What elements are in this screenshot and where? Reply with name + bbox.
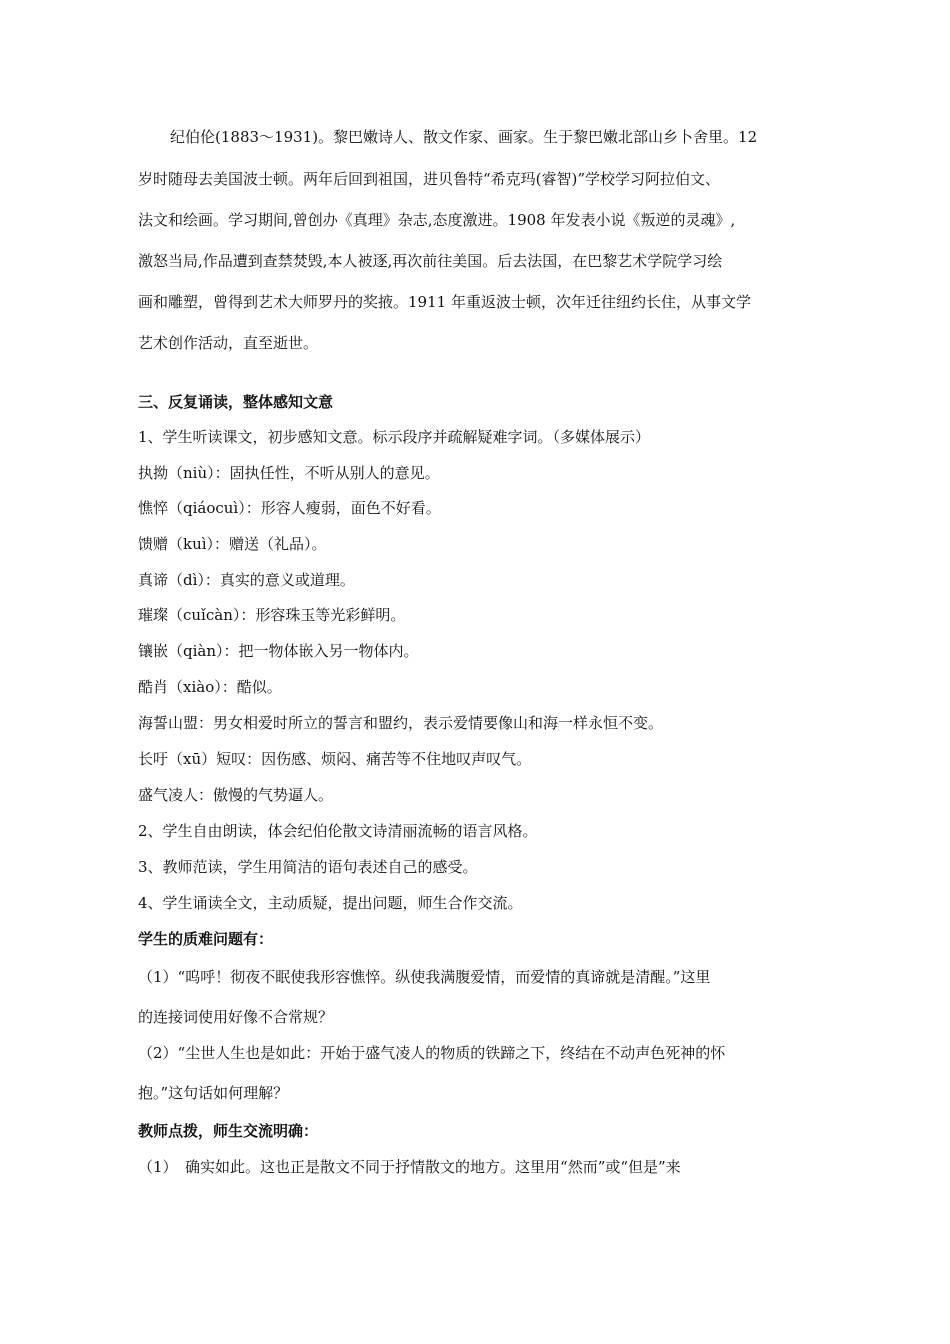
- vocab-item: 执拗（niù）：固执任性，不听从别人的意见。: [138, 464, 440, 482]
- bio-line: 画和雕塑，曾得到艺术大师罗丹的奖掖。1911 年重返波士顿，次年迁往纽约长住，从事文学: [138, 293, 751, 311]
- vocab-item: 海誓山盟：男女相爱时所立的誓言和盟约，表示爱情要像山和海一样永恒不变。: [138, 714, 664, 732]
- step-1: 1、学生听读课文，初步感知文意。标示段序并疏解疑难字词。（多媒体展示）: [138, 428, 651, 446]
- question-2-line: （2）“尘世人生也是如此：开始于盛气凌人的物质的铁蹄之下，终结在不动声色死神的怀: [138, 1044, 726, 1062]
- vocab-item: 馈赠（kuì）：赠送（礼品）。: [138, 535, 327, 553]
- question-1-line: 的连接词使用好像不合常规？: [138, 1008, 334, 1026]
- bio-line: 纪伯伦(1883～1931)。黎巴嫩诗人、散文作家、画家。生于黎巴嫩北部山乡卜舍里。12: [170, 128, 758, 146]
- step-2: 2、学生自由朗读，体会纪伯伦散文诗清丽流畅的语言风格。: [138, 822, 538, 840]
- answers-heading: 教师点拨，师生交流明确：: [138, 1122, 319, 1140]
- vocab-item: 璀璨（cuǐcàn）：形容珠玉等光彩鲜明。: [138, 606, 406, 624]
- vocab-item: 长吁（xū）短叹：因伤感、烦闷、痛苦等不住地叹声叹气。: [138, 750, 532, 768]
- bio-line: 激怒当局,作品遭到查禁焚毁,本人被逐,再次前往美国。后去法国，在巴黎艺术学院学习绘: [138, 252, 723, 270]
- step-4: 4、学生诵读全文，主动质疑，提出问题，师生合作交流。: [138, 894, 523, 912]
- section-heading: 三、反复诵读，整体感知文意: [138, 393, 334, 411]
- vocab-item: 酷肖（xiào）：酷似。: [138, 678, 282, 696]
- question-1-line: （1）“呜呼！彻夜不眠使我形容憔悴。纵使我满腹爱情，而爱情的真谛就是清醒。”这里: [138, 968, 711, 986]
- vocab-item: 憔悴（qiáocuì）：形容人瘦弱，面色不好看。: [138, 499, 441, 517]
- bio-line: 法文和绘画。学习期间,曾创办《真理》杂志,态度激进。1908 年发表小说《叛逆的灵魂》,: [138, 211, 736, 229]
- vocab-item: 真谛（dì）：真实的意义或道理。: [138, 571, 355, 589]
- answer-1: （1） 确实如此。这也正是散文不同于抒情散文的地方。这里用“然而”或“但是”来: [138, 1158, 681, 1176]
- questions-heading: 学生的质难问题有：: [138, 930, 274, 948]
- bio-line: 岁时随母去美国波士顿。两年后回到祖国，进贝鲁特“希克玛(睿智)”学校学习阿拉伯文、: [138, 170, 721, 188]
- step-3: 3、教师范读，学生用简洁的语句表述自己的感受。: [138, 858, 478, 876]
- question-2-line: 抱。”这句话如何理解？: [138, 1084, 289, 1102]
- vocab-item: 镶嵌（qiàn）：把一物体嵌入另一物体内。: [138, 642, 419, 660]
- vocab-item: 盛气凌人：傲慢的气势逼人。: [138, 786, 334, 804]
- bio-line: 艺术创作活动，直至逝世。: [138, 334, 319, 352]
